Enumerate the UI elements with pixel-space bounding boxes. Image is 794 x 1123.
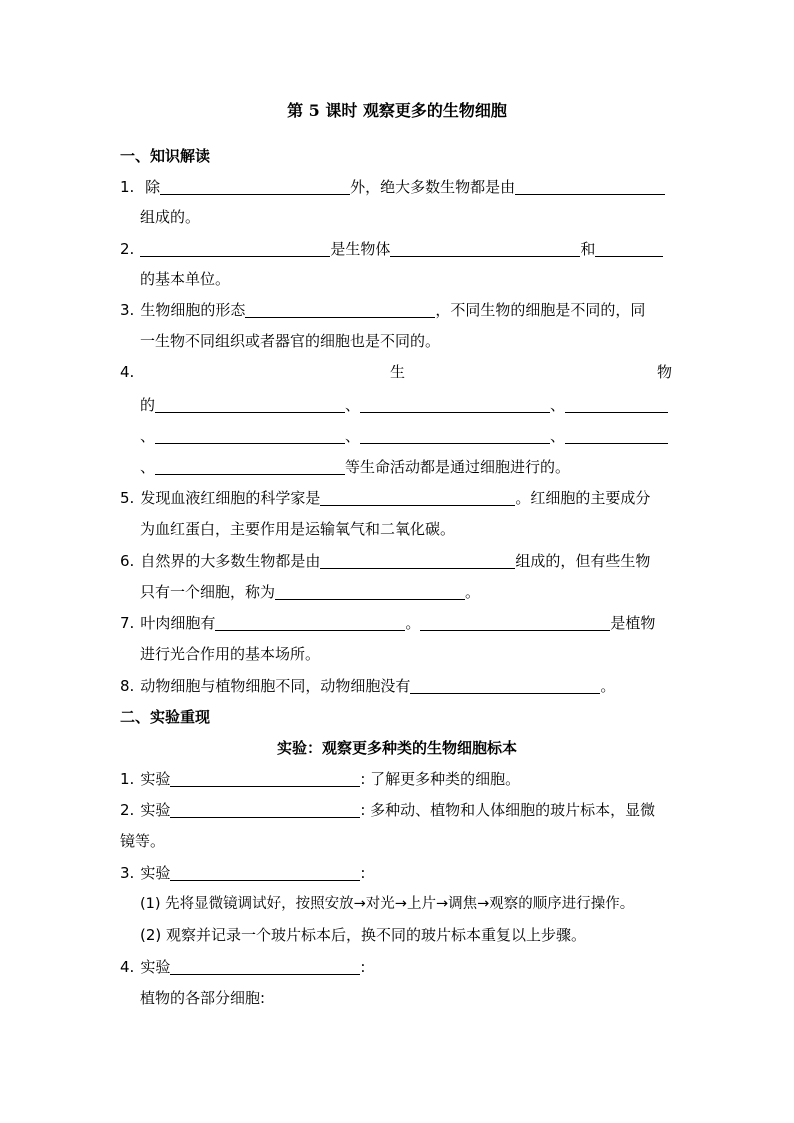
question-text: 是生物体 <box>330 240 391 258</box>
item-number: 4. <box>120 958 135 976</box>
blank[interactable] <box>360 397 550 413</box>
experiment-step-2: (2) 观察并记录一个玻片标本后，换不同的玻片标本重复以上步骤。 <box>140 926 587 944</box>
blank[interactable] <box>245 302 435 318</box>
question-text: 。红细胞的主要成分 <box>515 489 651 507</box>
experiment-step-1: (1) 先将显微镜调试好，按照安放→对光→上片→调焦→观察的顺序进行操作。 <box>140 896 635 912</box>
question-text: 是植物 <box>610 614 656 632</box>
question-number: 1. <box>120 178 135 196</box>
question-text: 的 <box>140 396 156 414</box>
experiment-subtitle: 实验：观察更多种类的生物细胞标本 <box>276 739 517 757</box>
question-5 <box>120 488 650 508</box>
question-4-line-3 <box>140 426 668 446</box>
question-4-line-4 <box>140 457 570 477</box>
question-4-number: 4. <box>120 363 135 381</box>
question-8 <box>120 676 615 696</box>
experiment-item-2-cont: 镜等。 <box>120 832 166 850</box>
question-number: 7. <box>120 614 135 632</box>
separator: 、 <box>550 396 566 414</box>
question-number: 5. <box>120 489 135 507</box>
question-text: 只有一个细胞，称为 <box>140 583 276 601</box>
question-1 <box>120 177 665 197</box>
item-label: 实验 <box>140 770 171 788</box>
question-text: 外，绝大多数生物都是由 <box>350 178 516 196</box>
blank[interactable] <box>170 865 360 881</box>
item-number: 1. <box>120 770 135 788</box>
blank[interactable] <box>155 428 345 444</box>
blank[interactable] <box>170 771 360 787</box>
item-number: 3. <box>120 864 135 882</box>
blank[interactable] <box>170 959 360 975</box>
separator: 、 <box>550 427 566 445</box>
question-text: 。 <box>600 677 616 695</box>
section-heading-knowledge: 一、知识解读 <box>120 147 211 165</box>
question-3-cont: 一生物不同组织或者器官的细胞也是不同的。 <box>140 332 441 350</box>
question-7 <box>120 613 655 633</box>
blank[interactable] <box>275 584 465 600</box>
blank[interactable] <box>155 459 345 475</box>
question-text: 叶肉细胞有 <box>140 614 216 632</box>
separator: 、 <box>345 396 361 414</box>
item-text: : <box>360 864 366 882</box>
question-text: 组成的，但有些生物 <box>515 552 651 570</box>
blank[interactable] <box>140 241 330 257</box>
question-6 <box>120 551 650 571</box>
question-text: 动物细胞与植物细胞不同，动物细胞没有 <box>140 677 411 695</box>
separator: 、 <box>140 427 156 445</box>
item-number: 2. <box>120 801 135 819</box>
blank[interactable] <box>420 615 610 631</box>
question-3 <box>120 300 645 320</box>
question-4-text: 生 <box>390 363 406 381</box>
blank[interactable] <box>595 241 663 257</box>
separator: 、 <box>345 427 361 445</box>
question-text: 。 <box>405 614 421 632</box>
question-text: 和 <box>580 240 596 258</box>
question-text: 发现血液红细胞的科学家是 <box>140 489 321 507</box>
question-1-cont: 组成的。 <box>140 208 201 226</box>
question-number: 2. <box>120 240 135 258</box>
blank[interactable] <box>565 428 668 444</box>
plant-cells-label: 植物的各部分细胞: <box>140 989 266 1007</box>
question-7-cont: 进行光合作用的基本场所。 <box>140 645 321 663</box>
blank[interactable] <box>410 678 600 694</box>
item-label: 实验 <box>140 958 171 976</box>
item-label: 实验 <box>140 864 171 882</box>
question-text: 生物细胞的形态 <box>140 301 246 319</box>
question-5-cont: 为血红蛋白，主要作用是运输氧气和二氧化碳。 <box>140 520 456 538</box>
question-number: 3. <box>120 301 135 319</box>
blank[interactable] <box>390 241 580 257</box>
experiment-item-1 <box>120 769 520 789</box>
section-heading-experiment: 二、实验重现 <box>120 708 211 726</box>
question-number: 8. <box>120 677 135 695</box>
question-text: 除 <box>145 178 161 196</box>
item-text: : <box>360 958 366 976</box>
blank[interactable] <box>170 802 360 818</box>
question-text: 。 <box>465 583 481 601</box>
question-text: 自然界的大多数生物都是由 <box>140 552 321 570</box>
blank[interactable] <box>515 179 665 195</box>
blank[interactable] <box>565 397 668 413</box>
item-label: 实验 <box>140 801 171 819</box>
page-title: 第 5 课时 观察更多的生物细胞 <box>287 101 507 120</box>
item-text: : 了解更多种类的细胞。 <box>360 770 521 788</box>
experiment-item-3 <box>120 863 365 883</box>
separator: 、 <box>140 458 156 476</box>
experiment-item-4 <box>120 957 365 977</box>
question-number: 6. <box>120 552 135 570</box>
experiment-item-2 <box>120 800 655 820</box>
question-4-text: 物 <box>657 363 673 381</box>
blank[interactable] <box>215 615 405 631</box>
blank[interactable] <box>320 553 515 569</box>
question-4-line-2 <box>140 395 668 415</box>
item-text: : 多种动、植物和人体细胞的玻片标本，显微 <box>360 801 656 819</box>
question-2 <box>120 239 663 259</box>
question-6-cont <box>140 582 480 602</box>
question-text: 等生命活动都是通过细胞进行的。 <box>345 458 571 476</box>
blank[interactable] <box>160 179 350 195</box>
blank[interactable] <box>360 428 550 444</box>
blank[interactable] <box>155 397 345 413</box>
question-text: ，不同生物的细胞是不同的，同 <box>435 301 646 319</box>
question-2-cont: 的基本单位。 <box>140 270 231 288</box>
blank[interactable] <box>320 490 515 506</box>
